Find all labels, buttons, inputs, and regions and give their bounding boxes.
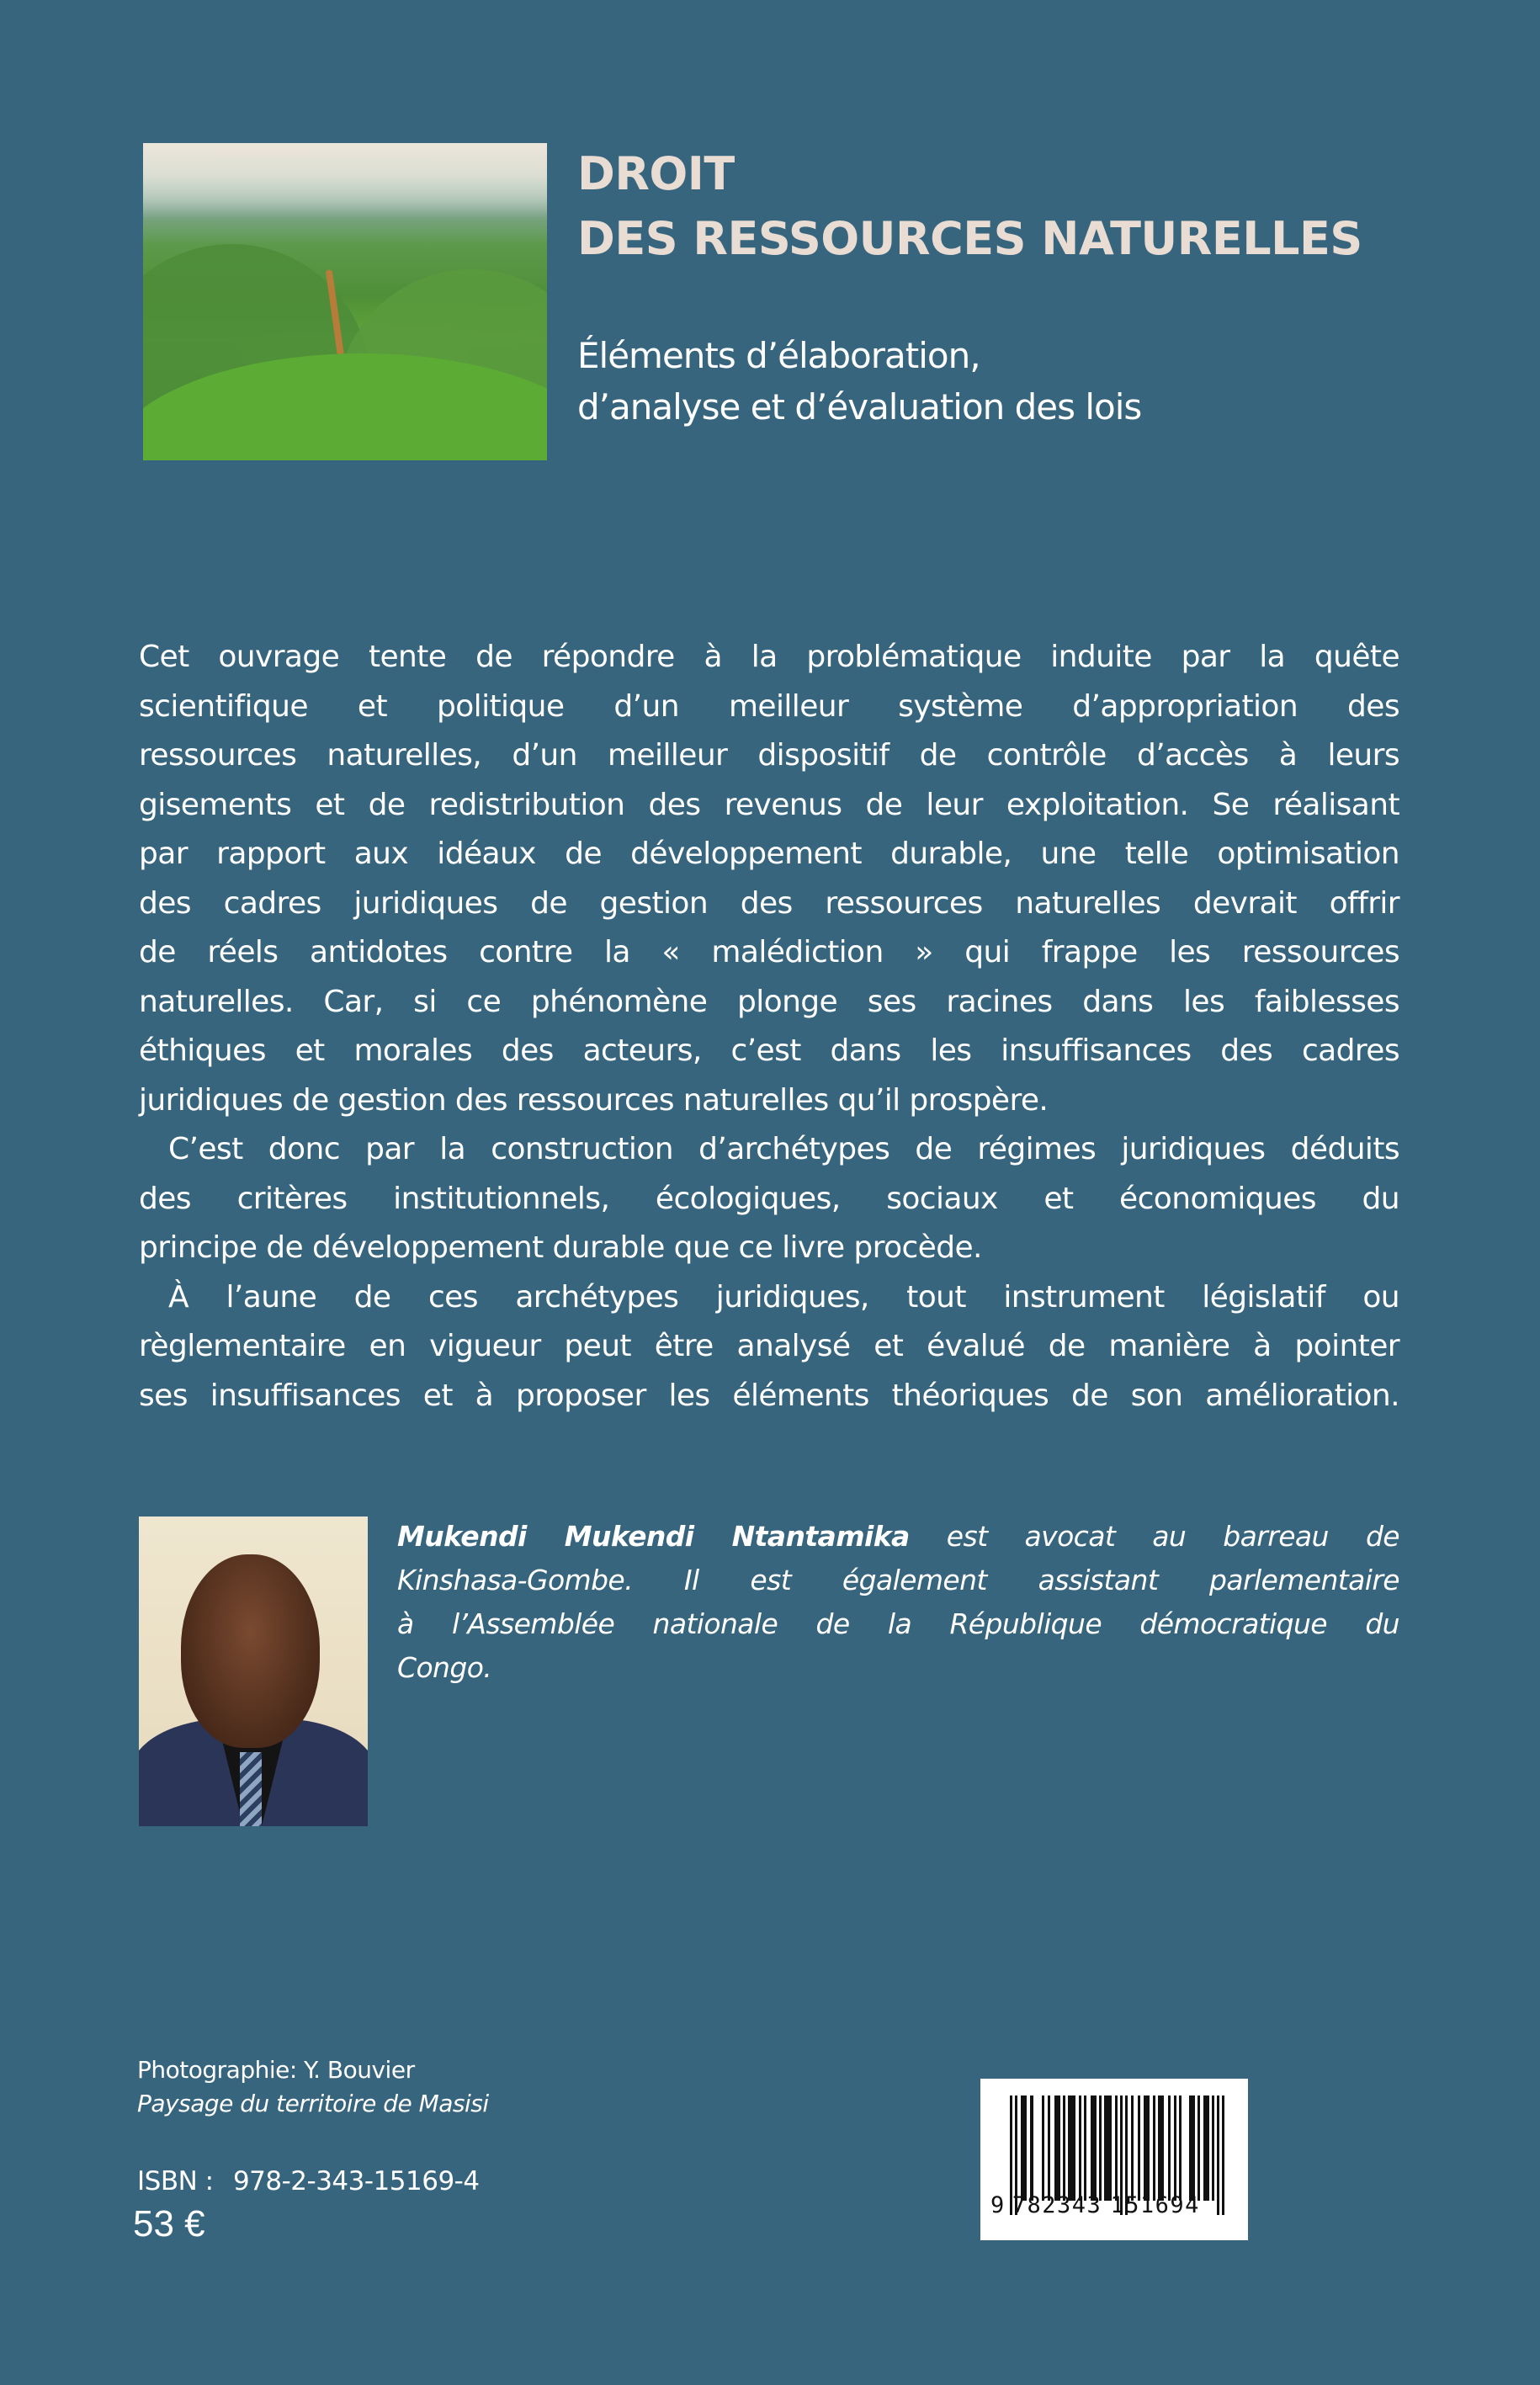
summary-line: par rapport aux idéaux de développement durable, une telle optimisation [139,837,1399,871]
isbn-label: ISBN : [137,2166,214,2196]
portrait-face [181,1554,320,1748]
summary-line: À l’aune de ces archétypes juridiques, tout instrument législatif ou [168,1279,1399,1315]
summary-line: Cet ouvrage tente de répondre à la problématique induite par la quête [139,640,1399,674]
book-subtitle-line-2: d’analyse et d’évaluation des lois [577,386,1142,428]
summary-line: des cadres juridiques de gestion des ressources naturelles devrait offrir [139,885,1399,921]
author-bio-line: à l’Assemblée nationale de la République démocratique du [397,1607,1399,1640]
summary-line: principe de développement durable que ce livre procède. [139,1230,982,1265]
summary-line: éthiques et morales des acteurs, c’est dans les insuffisances des cadres [139,1033,1399,1068]
photo-sky-haze [143,143,547,219]
price: 53 € [133,2203,205,2244]
book-subtitle-line-1: Éléments d’élaboration, [577,335,980,376]
author-name: Mukendi Mukendi Ntantamika [397,1520,910,1553]
book-title [577,141,1362,271]
summary-line: ressources naturelles, d’un meilleur dispositif de contrôle d’accès à leurs [139,738,1399,773]
photo-credits [137,2053,489,2121]
book-summary [139,633,1399,1421]
author-bio-line [397,1515,1399,1559]
book-subtitle [577,330,1141,433]
isbn-value: 978-2-343-15169-4 [232,2166,480,2196]
summary-line: ses insuffisances et à proposer les éléments théoriques de son amélioration. [139,1378,1399,1413]
author-bio [397,1515,1399,1690]
photographer-credit: Photographie: Y. Bouvier [137,2056,415,2084]
summary-line: naturelles. Car, si ce phénomène plonge ses racines dans les faiblesses [139,984,1399,1019]
author-portrait-photo [139,1517,368,1826]
isbn-barcode [980,2079,1248,2240]
photo-caption: Paysage du territoire de Masisi [137,2090,489,2117]
summary-paragraph-2 [139,1125,1399,1273]
author-bio-line: Congo. [397,1651,492,1684]
summary-line: juridiques de gestion des ressources naturelles qu’il prospère. [139,1082,1049,1118]
book-title-line-1: DROIT [577,147,735,200]
summary-paragraph-1 [139,633,1399,1125]
book-title-line-2: DES RESSOURCES NATURELLES [577,212,1362,265]
summary-line: règlementaire en vigueur peut être analysé et évalué de manière à pointer [139,1329,1399,1363]
barcode-digit-first: 9 [990,2192,1006,2218]
barcode-digits-right: 151694 [1110,2192,1200,2218]
summary-line: C’est donc par la construction d’archétypes de régimes juridiques déduits [168,1132,1399,1166]
barcode-digits-left: 782343 [1012,2192,1102,2218]
summary-line: des critères institutionnels, écologiques, sociaux et économiques du [139,1181,1399,1216]
author-bio-text: est avocat au barreau de [909,1520,1399,1553]
summary-line: gisements et de redistribution des revenus de leur exploitation. Se réalisant [139,787,1399,822]
cover-landscape-photo [143,143,547,460]
summary-paragraph-3 [139,1273,1399,1421]
barcode-digits [990,2192,1243,2218]
isbn [137,2166,480,2196]
author-bio-line: Kinshasa-Gombe. Il est également assistant parlementaire [397,1564,1399,1596]
portrait-tie [240,1752,262,1826]
summary-line: scientifique et politique d’un meilleur système d’appropriation des [139,688,1399,724]
summary-line: de réels antidotes contre la « malédiction » qui frappe les ressources [139,935,1399,969]
